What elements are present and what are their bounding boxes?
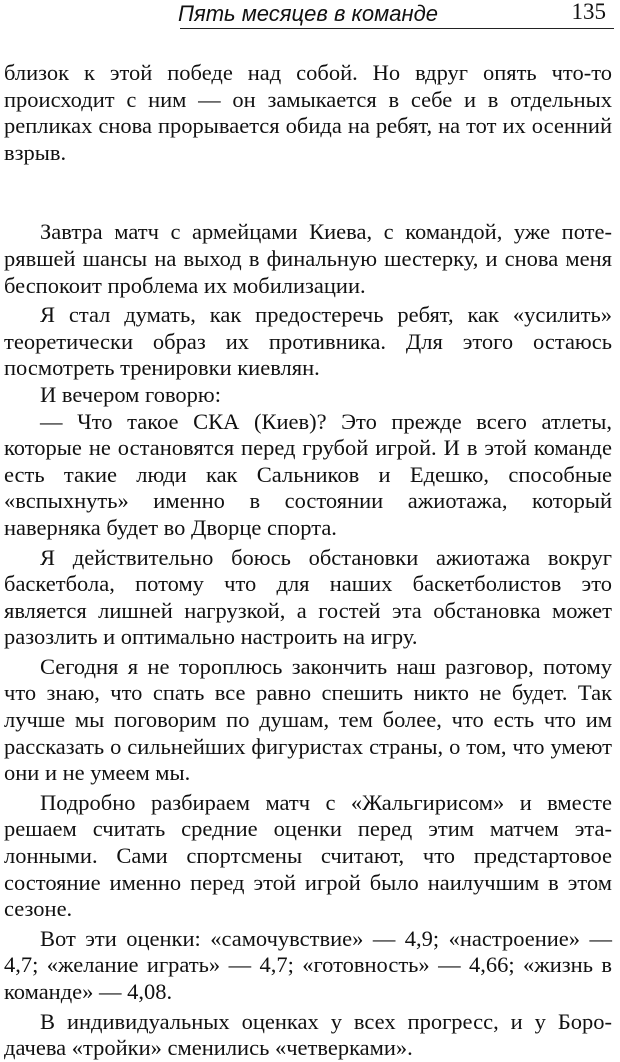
running-title: Пять месяцев в команде (178, 1, 438, 26)
page-number: 135 (571, 0, 606, 24)
paragraph: Я действительно боюсь обстановки ажиотажа вокруг баскетбола, потому что для наших баскетболистов это является лишней нагрузкой, а гостей эта обстановка может разозлить и оптимально настроить на игру. (4, 544, 612, 650)
paragraph: Сегодня я не тороплюсь закончить наш разговор, потому что знаю, что спать все равно спешить никто не будет. Так лучше мы поговорим по душам, тем более, что есть что им рассказать о сильнейших фигуристах страны, о том, что умеют они и не умеем мы. (4, 653, 612, 786)
running-head (0, 0, 620, 30)
paragraph: В индивидуальных оценках у всех прогресс, и у Бородачева «тройки» сменились «четверками». (4, 1008, 612, 1061)
paragraph-continued: близок к этой победе над собой. Но вдруг опять что-то происходит с ним — он замыкается в себе и в отдельных репликах снова прорывается обида на ребят, на тот их осенний взрыв. (4, 60, 612, 165)
paragraph-quote: — Что такое СКА (Киев)? Это прежде всего атлеты, которые не остановятся перед грубой игрой. И в этой команде есть такие люди как Сальников и Едешко, способные «вспыхнуть» именно в состоянии ажиотажа, который наверняка будет во Дворце спорта. (4, 408, 612, 540)
paragraph: Я стал думать, как предостеречь ребят, как «усилить» теоретически образ их противника. Для этого остаюсь посмотреть тренировки киевлян. (4, 302, 612, 381)
header-rule (180, 28, 614, 29)
paragraph: Вот эти оценки: «самочувствие» — 4,9; «настроение» — 4,7; «желание играть» — 4,7; «готовность» — 4,66; «жизнь в команде» — 4,08. (4, 925, 612, 1004)
paragraph: Завтра матч с армейцами Киева, с командой, уже потерявшей шансы на выход в финальную шестерку, и снова меня беспокоит проблема их мобилизации. (4, 219, 612, 298)
paragraph: И вечером говорю: (40, 381, 221, 407)
paragraph: Подробно разбираем матч с «Жальгирисом» и вместе решаем считать средние оценки перед этим матчем эталонными. Сами спортсмены считают, что предстартовое состояние именно перед этой игрой было наилучшим в этом сезоне. (4, 789, 612, 922)
body-text (4, 60, 612, 1062)
